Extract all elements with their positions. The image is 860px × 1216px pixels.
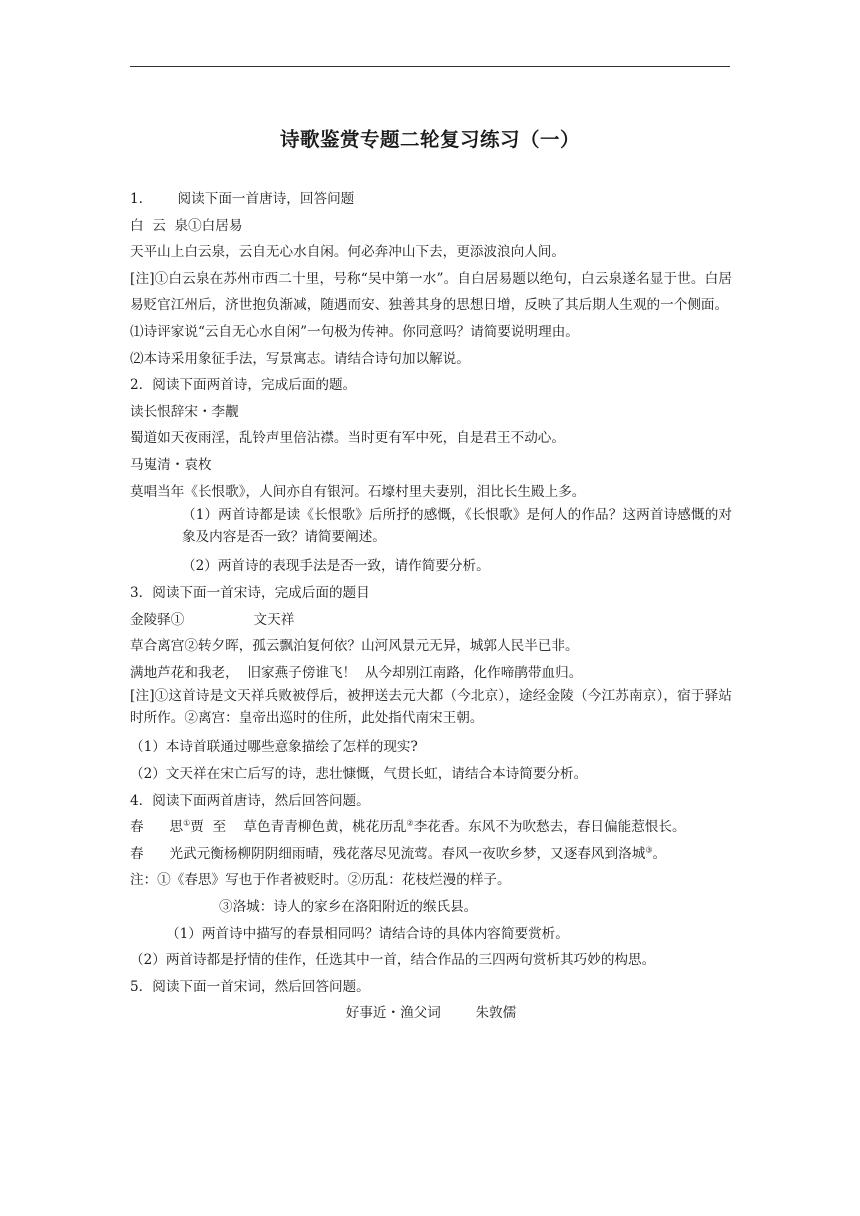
q4-poem2-part-a: 春 光武元衡杨柳阴阴细雨晴，残花落尽见流莺。春风一夜吹乡梦，又逐春风到洛城 xyxy=(130,845,646,862)
q4-note1: 注：①《春思》写也于作者被贬时。②历乱：花枝烂漫的样子。 xyxy=(130,872,511,889)
q4-poem2-part-b: 。 xyxy=(652,845,667,862)
q2-poem2-title: 马嵬清・袁枚 xyxy=(130,456,212,473)
q2-poem2-text: 莫唱当年《长恨歌》，人间亦自有银河。石壕村里夫妻别，泪比长生殿上多。 xyxy=(130,483,586,500)
q3-note: [注]①这首诗是文天祥兵败被俘后，被押送去元大都（今北京），途经金陵（今江苏南京），宿于驿站时所作。②离宫：皇帝出巡时的住所，此处指代南宋王朝。 xyxy=(130,688,732,726)
q4-note2: ③洛城：诗人的家乡在洛阳附近的缑氏县。 xyxy=(219,899,478,916)
q1-heading: 1. 阅读下面一首唐诗，回答问题 xyxy=(130,191,355,207)
q5-poem-title: 好事近・渔父词 朱敦儒 xyxy=(345,1005,517,1022)
q3-heading: 3．阅读下面一首宋诗，完成后面的题目 xyxy=(130,584,370,601)
q5-heading: 5．阅读下面一首宋词，然后回答问题。 xyxy=(130,978,370,995)
q1-sub2: ⑵本诗采用象征手法，写景寓志。请结合诗句加以解说。 xyxy=(130,350,470,367)
q3-sub2: （2）文天祥在宋亡后写的诗，悲壮慷慨，气贯长虹，请结合本诗简要分析。 xyxy=(130,766,588,783)
q1-sub1: ⑴诗评家说“云自无心水自闲”一句极为传神。你同意吗？请简要说明理由。 xyxy=(130,323,579,340)
q2-poem1-title: 读长恨辞宋・李觏 xyxy=(130,403,239,420)
q2-sub2: （2）两首诗的表现手法是否一致，请作简要分析。 xyxy=(182,558,490,575)
header-rule xyxy=(130,66,730,67)
q2-poem1-text: 蜀道如天夜雨淫，乱铃声里倍沾襟。当时更有军中死，自是君王不动心。 xyxy=(130,430,565,447)
q4-poem1 xyxy=(130,814,732,841)
q3-sub1: （1）本诗首联通过哪些意象描绘了怎样的现实? xyxy=(130,739,418,756)
q4-heading: 4．阅读下面两首唐诗，然后回答问题。 xyxy=(130,792,370,809)
q3-poem-title: 金陵驿① 文天祥 xyxy=(130,611,295,628)
q4-sub1: （1）两首诗中描写的春景相同吗？请结合诗的具体内容简要赏析。 xyxy=(166,925,569,942)
document-body xyxy=(130,186,732,1027)
q1-poem-title: 白 云 泉①白居易 xyxy=(130,217,243,234)
q3-poem-line1: 草合离宫②转夕晖，孤云飘泊复何依？山河风景元无异，城郭人民半已非。 xyxy=(130,638,579,655)
q4-poem2-footnote-3: ③ xyxy=(645,845,653,855)
q4-poem1-footnote-2: ② xyxy=(406,818,414,828)
q4-poem2 xyxy=(130,841,732,868)
q2-heading: 2．阅读下面两首诗，完成后面的题。 xyxy=(130,377,357,394)
q4-poem1-part-b: 贾 至 草色青青柳色黄，桃花历乱 xyxy=(190,819,407,836)
q1-poem-text: 天平山上白云泉，云自无心水自闲。何必奔冲山下去，更添波浪向人间。 xyxy=(130,244,565,261)
q3-poem-line2: 满地芦花和我老， 旧家燕子傍谁飞！ 从今却别江南路，化作啼鹃带血归。 xyxy=(130,664,583,681)
q4-poem1-part-a: 春 思 xyxy=(130,819,184,836)
q4-poem1-part-c: 李花香。东风不为吹愁去，春日偏能惹恨长。 xyxy=(413,819,686,836)
page-title: 诗歌鉴赏专题二轮复习练习（一） xyxy=(279,128,580,151)
q2-sub1: （1）两首诗都是读《长恨歌》后所抒的感慨，《长恨歌》是何人的作品？这两首诗感慨的对象及内容是否一致？请简要阐述。 xyxy=(182,507,732,545)
q4-poem1-footnote-1: ① xyxy=(183,818,191,828)
q1-note: [注]①白云泉在苏州市西二十里，号称“吴中第一水”。自白居易题以绝句，白云泉遂名显于世。白居易贬官江州后，济世抱负渐减，随遇而安、独善其身的思想日增，反映了其后期人生观的一个侧面。 xyxy=(130,270,732,314)
q4-sub2: （2）两首诗都是抒情的佳作，任选其中一首，结合作品的三四两句赏析其巧妙的构思。 xyxy=(130,952,656,969)
